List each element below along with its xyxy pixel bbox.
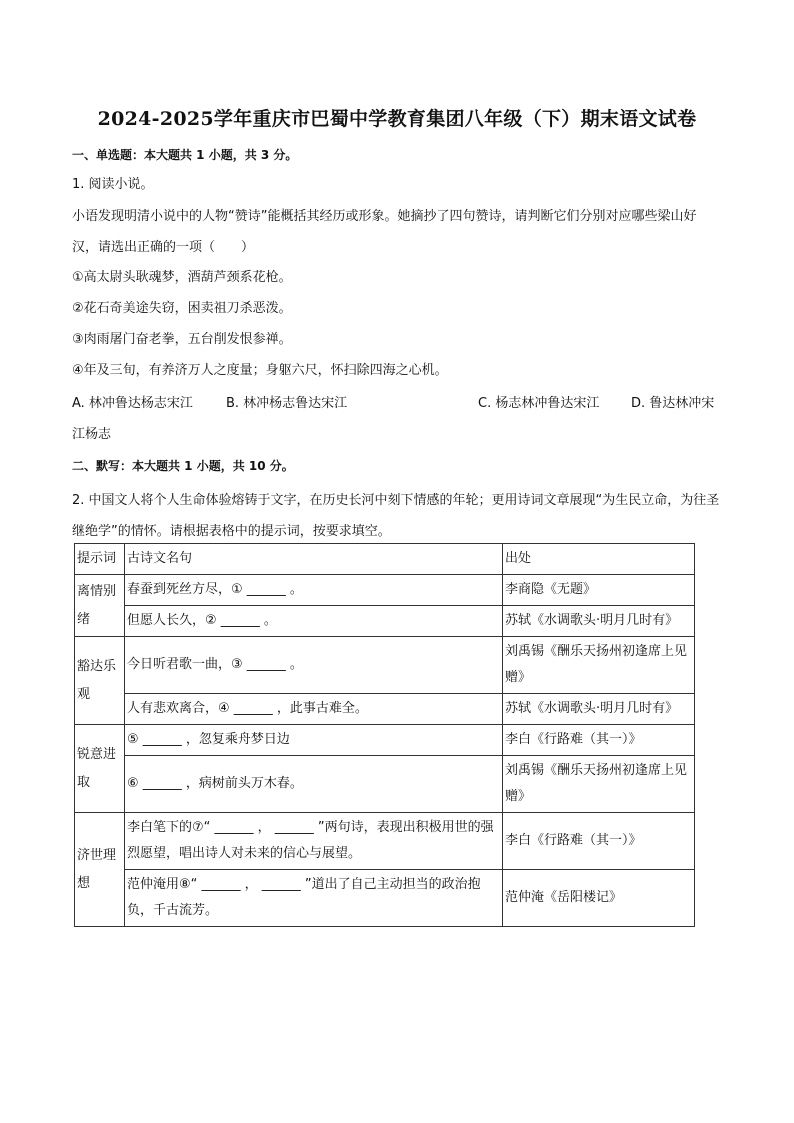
option-c[interactable]: C. 杨志林冲鲁达宋江 (478, 396, 600, 411)
exam-title: 2024-2025学年重庆市巴蜀中学教育集团八年级（下）期末语文试卷 (97, 108, 697, 130)
table-row (75, 870, 695, 927)
hint-cell: 豁达乐观 (75, 637, 125, 725)
table-row (75, 756, 695, 813)
source-cell: 刘禹锡《酬乐天扬州初逢席上见赠》 (503, 637, 695, 694)
section-heading-2: 二、默写：本大题共 1 小题，共 10 分。 (72, 459, 294, 473)
section-heading-1: 一、单选题：本大题共 1 小题，共 3 分。 (72, 148, 298, 162)
poem-cell[interactable]: ⑥ ______ ，病树前头万木春。 (125, 756, 503, 813)
dictation-table (74, 543, 695, 927)
option-d-continued: 江杨志 (72, 427, 112, 442)
header-poem: 古诗文名句 (125, 544, 503, 575)
table-row (75, 575, 695, 606)
poem-cell[interactable]: 范仲淹用⑧“ ______ ， ______ ”道出了自己主动担当的政治抱负，千古流芳。 (125, 870, 503, 927)
verse-1: ①高太尉头耿魂梦，酒葫芦颈系花枪。 (72, 270, 292, 285)
option-b[interactable]: B. 林冲杨志鲁达宋江 (226, 396, 348, 411)
table-header-row (75, 544, 695, 575)
hint-cell: 锐意进取 (75, 725, 125, 813)
verse-3: ③肉雨屠门奋老拳，五台削发恨参禅。 (72, 332, 292, 347)
poem-cell[interactable]: 今日听君歌一曲，③ ______ 。 (125, 637, 503, 694)
verse-4: ④年及三旬，有养济万人之度量；身躯六尺，怀扫除四海之心机。 (72, 363, 448, 378)
header-hint: 提示词 (75, 544, 125, 575)
poem-cell[interactable]: 但愿人长久，② ______ 。 (125, 606, 503, 637)
hint-cell: 济世理想 (75, 813, 125, 927)
poem-cell[interactable]: 人有悲欢离合，④ ______ ，此事古难全。 (125, 694, 503, 725)
header-source: 出处 (503, 544, 695, 575)
verse-2: ②花石奇美途失窃，困卖祖刀杀恶泼。 (72, 301, 292, 316)
table-row (75, 606, 695, 637)
hint-cell: 离情别绪 (75, 575, 125, 637)
source-cell: 李商隐《无题》 (503, 575, 695, 606)
table-row (75, 637, 695, 694)
poem-cell[interactable]: ⑤ ______ ，忽复乘舟梦日边 (125, 725, 503, 756)
option-d[interactable]: D. 鲁达林冲宋 (631, 396, 715, 411)
source-cell: 李白《行路难（其一）》 (503, 725, 695, 756)
source-cell: 李白《行路难（其一）》 (503, 813, 695, 870)
source-cell: 苏轼《水调歌头·明月几时有》 (503, 606, 695, 637)
question-1-text: 小语发现明清小说中的人物“赞诗”能概括其经历或形象。她摘抄了四句赞诗，请判断它们分别对应哪些梁山好汉，请选出正确的一项（ ） (72, 209, 697, 255)
source-cell: 刘禹锡《酬乐天扬州初逢席上见赠》 (503, 756, 695, 813)
question-2-text: 2. 中国文人将个人生命体验熔铸于文字，在历史长河中刻下情感的年轮；更用诗词文章展现“为生民立命，为往圣继绝学”的情怀。请根据表格中的提示词，按要求填空。 (72, 493, 720, 539)
table-row (75, 694, 695, 725)
poem-cell[interactable]: 李白笔下的⑦“ ______ ， ______ ”两句诗，表现出积极用世的强烈愿望，唱出诗人对未来的信心与展望。 (125, 813, 503, 870)
option-a[interactable]: A. 林冲鲁达杨志宋江 (72, 396, 193, 411)
question-1-stem: 1. 阅读小说。 (72, 177, 154, 192)
source-cell: 范仲淹《岳阳楼记》 (503, 870, 695, 927)
table-row (75, 813, 695, 870)
table-row (75, 725, 695, 756)
poem-cell[interactable]: 春蚕到死丝方尽，① ______ 。 (125, 575, 503, 606)
source-cell: 苏轼《水调歌头·明月几时有》 (503, 694, 695, 725)
